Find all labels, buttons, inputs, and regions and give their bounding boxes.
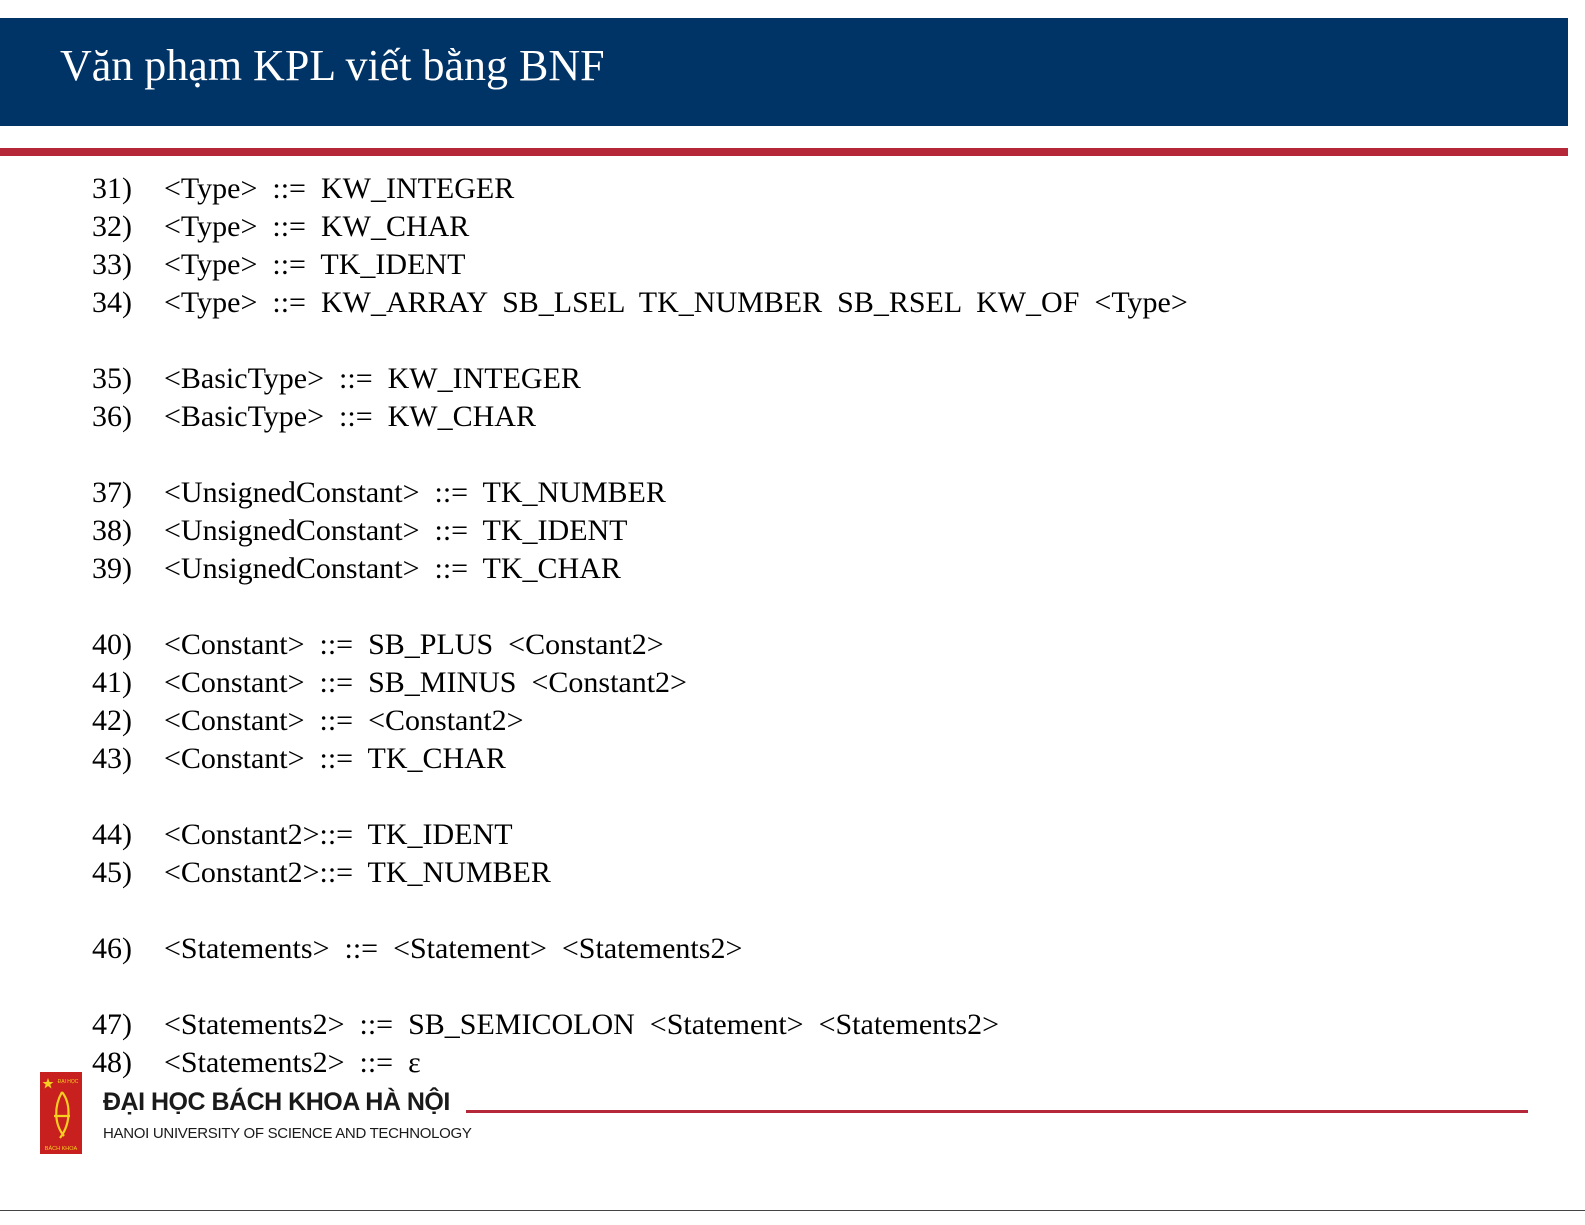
rule-number: 34) — [92, 286, 132, 319]
rule-number: 42) — [92, 704, 132, 737]
rule-number: 33) — [92, 248, 132, 281]
bnf-rule — [92, 626, 664, 664]
rule-text: <Constant> ::= TK_CHAR — [164, 742, 506, 775]
rule-text: <Type> ::= KW_ARRAY SB_LSEL TK_NUMBER SB_RSEL KW_OF <Type> — [164, 286, 1188, 319]
bnf-rule — [92, 550, 621, 588]
rule-number: 40) — [92, 628, 132, 661]
bnf-rule — [92, 816, 513, 854]
rule-text: <Statements2> ::= SB_SEMICOLON <Statement> <Statements2> — [164, 1008, 1000, 1041]
rule-text: <Type> ::= KW_INTEGER — [164, 172, 515, 205]
bnf-rule — [92, 284, 1188, 322]
university-subtitle: HANOI UNIVERSITY OF SCIENCE AND TECHNOLOGY — [103, 1125, 472, 1142]
rule-text: <UnsignedConstant> ::= TK_IDENT — [164, 514, 628, 547]
bnf-rule — [92, 664, 687, 702]
page-bottom-line — [0, 1210, 1585, 1211]
rule-number: 35) — [92, 362, 132, 395]
rule-text: <Statements> ::= <Statement> <Statements2> — [164, 932, 743, 965]
rule-number: 45) — [92, 856, 132, 889]
rule-number: 46) — [92, 932, 132, 965]
logo-top-text: ĐẠI HỌC — [57, 1079, 79, 1085]
rule-text: <Constant> ::= SB_PLUS <Constant2> — [164, 628, 664, 661]
bnf-rule — [92, 170, 514, 208]
bnf-rule — [92, 512, 628, 550]
rule-text: <BasicType> ::= KW_INTEGER — [164, 362, 581, 395]
rule-number: 37) — [92, 476, 132, 509]
bnf-rule — [92, 474, 666, 512]
rule-text: <Constant2>::= TK_IDENT — [164, 818, 513, 851]
rule-text: <UnsignedConstant> ::= TK_NUMBER — [164, 476, 666, 509]
bnf-rule — [92, 740, 506, 778]
bnf-rule — [92, 1006, 999, 1044]
rule-number: 31) — [92, 172, 132, 205]
rule-text: <Constant2>::= TK_NUMBER — [164, 856, 551, 889]
bnf-rule — [92, 930, 742, 968]
rule-number: 36) — [92, 400, 132, 433]
rule-text: <BasicType> ::= KW_CHAR — [164, 400, 536, 433]
rule-number: 48) — [92, 1046, 132, 1079]
footer-divider — [466, 1110, 1528, 1113]
slide-title: Văn phạm KPL viết bằng BNF — [60, 41, 605, 90]
university-logo — [40, 1072, 82, 1154]
rule-text: <Constant> ::= <Constant2> — [164, 704, 524, 737]
rule-number: 32) — [92, 210, 132, 243]
bnf-rule — [92, 208, 469, 246]
bnf-rule — [92, 1044, 421, 1082]
rule-text: <Constant> ::= SB_MINUS <Constant2> — [164, 666, 687, 699]
bnf-rule — [92, 398, 536, 436]
bnf-rule — [92, 246, 465, 284]
bnf-rule — [92, 702, 524, 740]
rule-text: <Statements2> ::= ε — [164, 1046, 421, 1079]
rule-text: <Type> ::= TK_IDENT — [164, 248, 466, 281]
university-name: ĐẠI HỌC BÁCH KHOA HÀ NỘI — [103, 1088, 450, 1116]
rule-text: <Type> ::= KW_CHAR — [164, 210, 470, 243]
rule-number: 38) — [92, 514, 132, 547]
header-divider — [0, 148, 1568, 156]
rule-number: 43) — [92, 742, 132, 775]
logo-bottom-text: BÁCH KHOA — [44, 1146, 78, 1152]
bnf-rule — [92, 360, 581, 398]
rule-number: 47) — [92, 1008, 132, 1041]
rule-number: 39) — [92, 552, 132, 585]
rule-text: <UnsignedConstant> ::= TK_CHAR — [164, 552, 621, 585]
bnf-rule — [92, 854, 551, 892]
rule-number: 41) — [92, 666, 132, 699]
rule-number: 44) — [92, 818, 132, 851]
